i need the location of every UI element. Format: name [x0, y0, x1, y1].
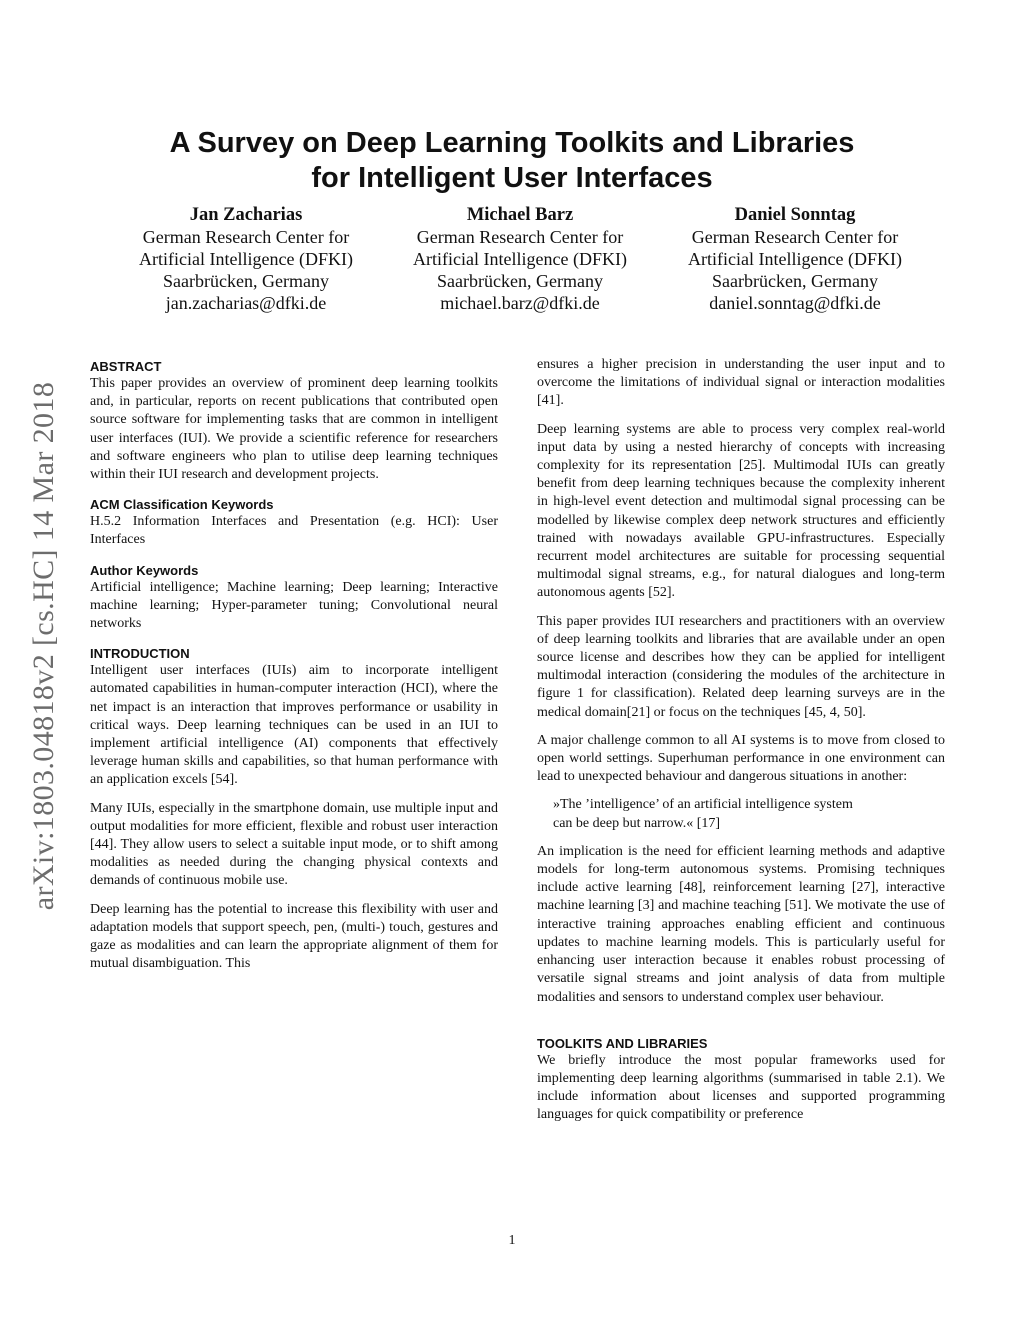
paper-title: [120, 126, 904, 196]
author-affiliation: German Research Center for: [416, 227, 624, 247]
author-block: [370, 204, 670, 314]
body-paragraph: A major challenge common to all AI systems is to move from closed to open world settings. Superhuman performance in one environment can lead to unexpected behaviour and dangerous situations in another:: [537, 732, 945, 785]
page-number: 1: [508, 1233, 516, 1248]
keywords-text: Artificial intelligence; Machine learning; Deep learning; Interactive machine learning; Hyper-parameter tuning; Convolutional neural networks: [90, 579, 498, 632]
toolkits-heading: TOOLKITS AND LIBRARIES: [537, 1035, 708, 1051]
author-affiliation: Artificial Intelligence (DFKI): [688, 249, 902, 269]
author-location: Saarbrücken, Germany: [712, 271, 878, 291]
quote: [553, 796, 945, 832]
author-location: Saarbrücken, Germany: [437, 271, 603, 291]
author-email: daniel.sonntag@dfki.de: [709, 293, 881, 313]
left-column: [90, 356, 498, 983]
author-affiliation: Artificial Intelligence (DFKI): [413, 249, 627, 269]
body-paragraph: An implication is the need for efficient learning methods and adaptive models for long-term autonomous systems. Promising techniques include active learning [48], reinforcement learning [27], interactive machine learning [3] and machine teaching [51]. We motivate the use of interactive training approaches enabling efficient and continuous updates to machine learning models. This is particularly useful for enhancing user interaction because it enables robust processing of versatile signal streams and joint analysis of data from multiple modalities and sensors to understand complex user behaviour.: [537, 843, 945, 1005]
author-affiliation: German Research Center for: [142, 227, 350, 247]
title-line-1: A Survey on Deep Learning Toolkits and Libraries: [169, 127, 855, 159]
author-block: [645, 204, 945, 314]
body-paragraph: Deep learning systems are able to process very complex real-world input data by using a nested hierarchy of concepts with increasing complexity for its representation [25]. Multimodal IUIs can greatly benefit from deep learning techniques because the complexity inherent in high-level event detection and multimodal signal processing can be modelled by likewise complex deep network structures and efficiently trained with nowadays available GPU-infrastructures. Especially recurrent model architectures are suitable for processing sequential multimodal signal streams, e.g., for natural dialogues and long-term autonomous agents [52].: [537, 421, 945, 601]
right-column: [537, 356, 945, 1135]
author-email: jan.zacharias@dfki.de: [165, 293, 327, 313]
title-line-2: for Intelligent User Interfaces: [311, 162, 713, 194]
author-email: michael.barz@dfki.de: [440, 293, 600, 313]
author-affiliation: Artificial Intelligence (DFKI): [139, 249, 353, 269]
intro-paragraph: Deep learning has the potential to increase this flexibility with user and adaptation models that support speech, pen, (multi-) touch, gestures and gaze as modalities and can learn the appropriate alignment of them for mutual disambiguation. This: [90, 901, 498, 972]
body-paragraph: ensures a higher precision in understanding the user input and to overcome the limitations of individual signal or interaction modalities [41].: [537, 357, 945, 409]
keywords-heading: Author Keywords: [90, 562, 199, 578]
author-block: [96, 204, 396, 314]
author-name: Jan Zacharias: [189, 205, 303, 225]
arxiv-id: arXiv:1803.04818v2 [cs.HC] 14 Mar 2018: [27, 381, 60, 911]
abstract-text: This paper provides an overview of prominent deep learning toolkits and, in particular, reports on recent publications that contributed open source software for implementing tasks that are common in intelligent user interfaces (IUI). We provide a scientific reference for researchers and software engineers who plan to utilise deep learning techniques within their IUI research and development projects.: [90, 376, 498, 483]
author-name: Michael Barz: [466, 205, 574, 225]
intro-paragraph: Many IUIs, especially in the smartphone domain, use multiple input and output modalities for more efficient, flexible and robust user interaction [44]. They allow users to select a suitable input mode, or to shift among modalities as needed during the changing physical contexts and demands of continuous mobile use.: [90, 800, 498, 889]
author-location: Saarbrücken, Germany: [163, 271, 329, 291]
acm-text: H.5.2 Information Interfaces and Presentation (e.g. HCI): User Interfaces: [90, 514, 498, 548]
abstract-heading: ABSTRACT: [90, 359, 162, 374]
author-name: Daniel Sonntag: [734, 205, 856, 225]
quote-line: »The ’intelligence’ of an artificial intelligence system: [553, 797, 853, 813]
author-affiliation: German Research Center for: [691, 227, 899, 247]
intro-paragraph: Intelligent user interfaces (IUIs) aim to incorporate intelligent automated capabilities in human-computer interaction (HCI), where the net impact is an interaction that improves performance or usability in critical ways. Deep learning techniques can be used in an IUI to implement artificial intelligence (AI) components that effectively leverage human skills and capabilities, so that human performance with an application excels [54].: [90, 663, 498, 788]
acm-heading: ACM Classification Keywords: [90, 497, 274, 513]
toolkits-paragraph: We briefly introduce the most popular frameworks used for implementing deep learning algorithms (summarised in table 2.1). We include information about licenses and supported programming languages for quick compatibility or preference: [537, 1052, 945, 1123]
quote-line: can be deep but narrow.« [17]: [553, 815, 721, 831]
body-paragraph: This paper provides IUI researchers and practitioners with an overview of deep learning toolkits and libraries that are available under an open source license and describes how they can be applied for intelligent multimodal interaction (considering the modules of the architecture in figure 1 for classification). Related deep learning surveys are in the medical domain[21] or focus on the techniques [45, 4, 50].: [537, 613, 945, 720]
introduction-heading: INTRODUCTION: [90, 646, 190, 662]
